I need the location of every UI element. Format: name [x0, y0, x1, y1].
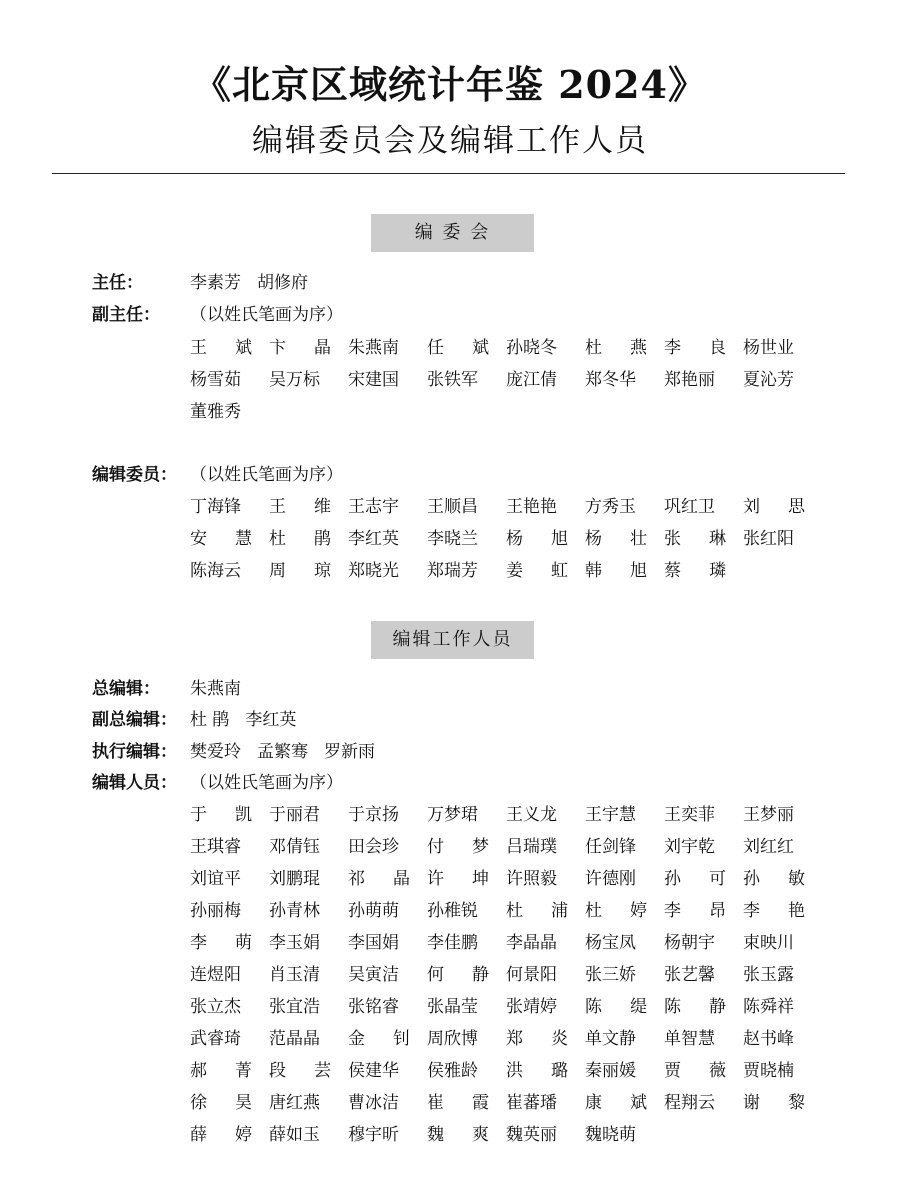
editor-name: 穆宇昕: [348, 1125, 399, 1145]
committee-member-name: 杨 旭: [506, 529, 568, 549]
editor-name: 贾晓楠: [743, 1061, 794, 1081]
deputy-director-name: 郑冬华: [585, 370, 636, 390]
editor-name: 于 凯: [190, 805, 252, 825]
editor-name: 张宜浩: [269, 997, 320, 1017]
committee-member-name: 方秀玉: [585, 497, 636, 517]
editor-name: 邓倩钰: [269, 837, 320, 857]
editor-name: 陈 静: [664, 997, 726, 1017]
editor-name: 张玉露: [743, 965, 794, 985]
editor-name: 唐红燕: [269, 1093, 320, 1113]
deputy-director-label: 副主任：: [92, 305, 160, 325]
editor-name: 李 萌: [190, 933, 252, 953]
editor-name: 李国娟: [348, 933, 399, 953]
editor-name: 孙青林: [269, 901, 320, 921]
editor-name: 于京扬: [348, 805, 399, 825]
editor-name: 吴寅洁: [348, 965, 399, 985]
editors-note: （以姓氏笔画为序）: [190, 773, 343, 793]
deputy-director-name: 吴万标: [269, 370, 320, 390]
committee-member-name: 丁海锋: [190, 497, 241, 517]
editor-name: 魏英丽: [506, 1125, 557, 1145]
committee-member-name: 郑瑞芳: [427, 561, 478, 581]
editors-label: 编辑人员：: [92, 773, 177, 793]
editor-name: 崔蕃璠: [506, 1093, 557, 1113]
editor-name: 张立杰: [190, 997, 241, 1017]
editor-name: 侯建华: [348, 1061, 399, 1081]
editor-name: 王琪睿: [190, 837, 241, 857]
deputy-director-name: 任 斌: [427, 338, 489, 358]
committee-member-name: 巩红卫: [664, 497, 715, 517]
editor-name: 王奕菲: [664, 805, 715, 825]
director-names: [190, 271, 308, 295]
editor-name: 康 斌: [585, 1093, 647, 1113]
committee-members-label: 编辑委员：: [92, 465, 177, 485]
deputy-director-name: 卞 晶: [269, 338, 331, 358]
editor-name: 魏晓萌: [585, 1125, 636, 1145]
editor-name: 崔 霞: [427, 1093, 489, 1113]
editor-name: 任剑锋: [585, 837, 636, 857]
deputy-director-name: 杜 燕: [585, 338, 647, 358]
editor-name: 赵书峰: [743, 1029, 794, 1049]
editor-name: 何 静: [427, 965, 489, 985]
editor-name: 何景阳: [506, 965, 557, 985]
editor-name: 周欣博: [427, 1029, 478, 1049]
deputy-director-name: 夏沁芳: [743, 370, 794, 390]
committee-member-name: 杨 壮: [585, 529, 647, 549]
deputy-director-name: 张铁军: [427, 370, 478, 390]
deputy-director-name: 李 良: [664, 338, 726, 358]
committee-member-name: 王志宇: [348, 497, 399, 517]
deputy-chief-editor-names: [190, 708, 296, 732]
editor-name: 刘鹏琨: [269, 869, 320, 889]
editor-name: 束映川: [743, 933, 794, 953]
editor-name: 侯雅龄: [427, 1061, 478, 1081]
editor-name: 曹冰洁: [348, 1093, 399, 1113]
editor-name: 肖玉清: [269, 965, 320, 985]
executive-editor-name: 罗新雨: [324, 742, 375, 762]
committee-member-name: 杜 鹃: [269, 529, 331, 549]
committee-member-name: 王艳艳: [506, 497, 557, 517]
editor-name: 许 坤: [427, 869, 489, 889]
deputy-chief-editor-name: 李红英: [245, 710, 297, 730]
editor-name: 李玉娟: [269, 933, 320, 953]
committee-member-name: 张红阳: [743, 529, 794, 549]
editor-name: 张铭睿: [348, 997, 399, 1017]
editor-name: 杨宝凤: [585, 933, 636, 953]
committee-member-name: 王 维: [269, 497, 331, 517]
editor-name: 张三娇: [585, 965, 636, 985]
deputy-director-name: 王 斌: [190, 338, 252, 358]
committee-member-name: 安 慧: [190, 529, 252, 549]
deputy-director-name: 杨雪茹: [190, 370, 241, 390]
deputy-director-name: 郑艳丽: [664, 370, 715, 390]
editor-name: 张晶莹: [427, 997, 478, 1017]
chief-editor-name: 朱燕南: [190, 679, 241, 699]
committee-member-name: 李红英: [348, 529, 399, 549]
deputy-director-name: 宋建国: [348, 370, 399, 390]
editor-name: 李 艳: [743, 901, 805, 921]
director-name: 李素芳: [190, 273, 241, 293]
editor-name: 田会珍: [348, 837, 399, 857]
deputy-director-list: [190, 336, 830, 424]
committee-members-note: （以姓氏笔画为序）: [190, 465, 343, 485]
editor-name: 张艺馨: [664, 965, 715, 985]
committee-member-name: 郑晓光: [348, 561, 399, 581]
committee-member-name: 蔡 璘: [664, 561, 726, 581]
executive-editor-name: 樊爱玲: [190, 742, 241, 762]
committee-member-name: 韩 旭: [585, 561, 647, 581]
editor-name: 连煜阳: [190, 965, 241, 985]
deputy-chief-editor-label: 副总编辑：: [92, 710, 177, 730]
executive-editor-name: 孟繁骞: [257, 742, 308, 762]
editor-name: 陈舜祥: [743, 997, 794, 1017]
deputy-director-name: 朱燕南: [348, 338, 399, 358]
committee-members-list: [190, 495, 830, 583]
editor-name: 王梦丽: [743, 805, 794, 825]
editor-name: 王宇慧: [585, 805, 636, 825]
deputy-director-note: （以姓氏笔画为序）: [190, 305, 343, 325]
committee-member-name: 王顺昌: [427, 497, 478, 517]
staff-heading: 编辑工作人员: [371, 621, 534, 659]
editor-name: 杨朝宇: [664, 933, 715, 953]
editor-name: 李 昂: [664, 901, 726, 921]
committee-member-name: 姜 虹: [506, 561, 568, 581]
editor-name: 郝 菁: [190, 1061, 252, 1081]
header-divider: [52, 173, 845, 174]
editor-name: 秦丽媛: [585, 1061, 636, 1081]
committee-member-name: 周 琼: [269, 561, 331, 581]
editor-name: 许照毅: [506, 869, 557, 889]
committee-member-name: 李晓兰: [427, 529, 478, 549]
executive-editor-names: [190, 740, 375, 764]
editor-name: 祁 晶: [348, 869, 410, 889]
editor-name: 孙丽梅: [190, 901, 241, 921]
editor-name: 洪 璐: [506, 1061, 568, 1081]
editor-name: 孙 敏: [743, 869, 805, 889]
committee-member-name: 刘 思: [743, 497, 805, 517]
committee-member-name: 张 琳: [664, 529, 726, 549]
editor-name: 段 芸: [269, 1061, 331, 1081]
editor-name: 徐 昊: [190, 1093, 252, 1113]
chief-editor-names: [190, 677, 241, 701]
director-name: 胡修府: [257, 273, 308, 293]
editor-name: 孙稚锐: [427, 901, 478, 921]
editor-name: 金 钊: [348, 1029, 410, 1049]
editor-name: 李晶晶: [506, 933, 557, 953]
editor-name: 张靖婷: [506, 997, 557, 1017]
editor-name: 单智慧: [664, 1029, 715, 1049]
deputy-chief-editor-name: 杜 鹃: [190, 710, 230, 730]
editor-name: 孙萌萌: [348, 901, 399, 921]
editor-name: 郑 炎: [506, 1029, 568, 1049]
editor-name: 许德刚: [585, 869, 636, 889]
editor-name: 杜 浦: [506, 901, 568, 921]
chief-editor-label: 总编辑：: [92, 679, 160, 699]
editor-name: 魏 爽: [427, 1125, 489, 1145]
director-label: 主任：: [92, 273, 143, 293]
editor-name: 杜 婷: [585, 901, 647, 921]
editor-name: 吕瑞璞: [506, 837, 557, 857]
page-title: 《北京区域统计年鉴 2024》: [193, 62, 707, 107]
editor-name: 谢 黎: [743, 1093, 805, 1113]
executive-editor-label: 执行编辑：: [92, 742, 177, 762]
deputy-director-name: 庞江倩: [506, 370, 557, 390]
editor-name: 刘谊平: [190, 869, 241, 889]
deputy-director-name: 杨世业: [743, 338, 794, 358]
editor-name: 于丽君: [269, 805, 320, 825]
committee-member-name: 陈海云: [190, 561, 241, 581]
editor-name: 刘红红: [743, 837, 794, 857]
deputy-director-name: 董雅秀: [190, 402, 241, 422]
editor-name: 薛 婷: [190, 1125, 252, 1145]
editor-name: 付 梦: [427, 837, 489, 857]
editor-name: 王义龙: [506, 805, 557, 825]
editor-name: 范晶晶: [269, 1029, 320, 1049]
editor-name: 武睿琦: [190, 1029, 241, 1049]
committee-heading: 编 委 会: [371, 214, 534, 252]
editor-name: 万梦珺: [427, 805, 478, 825]
deputy-director-name: 孙晓冬: [506, 338, 557, 358]
editor-name: 程翔云: [664, 1093, 715, 1113]
editor-name: 单文静: [585, 1029, 636, 1049]
editor-name: 贾 薇: [664, 1061, 726, 1081]
editor-name: 李佳鹏: [427, 933, 478, 953]
editors-list: [190, 803, 830, 1147]
editor-name: 薛如玉: [269, 1125, 320, 1145]
editor-name: 孙 可: [664, 869, 726, 889]
editor-name: 刘宇乾: [664, 837, 715, 857]
page-subtitle: 编辑委员会及编辑工作人员: [252, 123, 648, 159]
editor-name: 陈 缇: [585, 997, 647, 1017]
